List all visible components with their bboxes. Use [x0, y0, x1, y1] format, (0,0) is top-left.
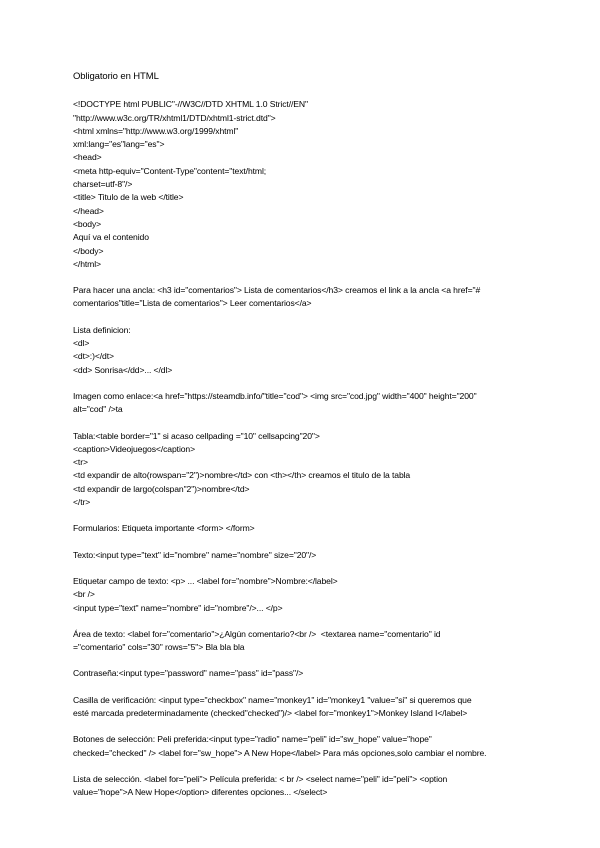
section-lista-definicion — [73, 324, 543, 377]
section-doctype — [73, 98, 543, 271]
text-line: Contraseña:<input type="password" name="pass" id="pass"/> — [73, 668, 304, 679]
text-line: <dt>:)</dt> — [73, 351, 114, 362]
section-imagen-enlace — [73, 390, 543, 417]
text-line: <dd> Sonrisa</dd>... </dl> — [73, 364, 173, 375]
text-line: Lista definicion: — [73, 324, 131, 335]
text-line: checked="checked" /> <label for="sw_hope"> A New Hope</label> Para más opciones,solo cambiar el nombre. — [73, 747, 487, 758]
section-formularios — [73, 522, 543, 535]
text-line: <dl> — [73, 338, 90, 349]
section-tabla — [73, 430, 543, 510]
text-line: charset=utf-8"/> — [73, 179, 133, 190]
text-line: </body> — [73, 245, 104, 256]
text-line: value="hope">A New Hope</option> diferentes opciones... </select> — [73, 787, 328, 798]
text-line: xml:lang="es"lang="es"> — [73, 139, 165, 150]
section-texto — [73, 549, 543, 562]
text-line: <meta http-equiv="Content-Type"content="text/html; — [73, 165, 267, 176]
document-title: Obligatorio en HTML — [73, 71, 159, 82]
text-line: </tr> — [73, 497, 91, 508]
text-line: <br /> — [73, 589, 95, 600]
text-line: comentarios"title="Lista de comentarios"> Leer comentarios</a> — [73, 298, 312, 309]
text-line: Casilla de verificación: <input type="checkbox" name="monkey1" id="monkey1 "value="si" si queremos que — [73, 694, 472, 705]
text-line: ="comentario" cols="30" rows="5"> Bla bla bla — [73, 642, 245, 653]
text-line: <caption>Videojuegos</caption> — [73, 443, 196, 454]
text-line: <title> Titulo de la web </title> — [73, 192, 184, 203]
text-line: <td expandir de largo(colspan"2")>nombre</td> — [73, 483, 250, 494]
document-page — [73, 70, 543, 812]
text-line: <html xmlns="http://www.w3.org/1999/xhtml" — [73, 125, 239, 136]
section-area-texto — [73, 628, 543, 655]
text-line: Para hacer una ancla: <h3 id="comentarios"> Lista de comentarios</h3> creamos el link a la ancla <a href="# — [73, 285, 481, 296]
section-lista-seleccion — [73, 773, 543, 800]
text-line: Aquí va el contenido — [73, 232, 149, 243]
text-line: <td expandir de alto(rowspan="2")>nombre</td> con <th></th> creamos el titulo de la tabla — [73, 470, 411, 481]
text-line: <head> — [73, 152, 102, 163]
text-line: Imagen como enlace:<a href="https://steamdb.info/"title="cod"> <img src="cod.jpg" width="400" height="200" — [73, 390, 477, 401]
text-line: Lista de selección. <label for="peli"> Película preferida: < br /> <select name="peli" id="peli"> <option — [73, 773, 448, 784]
text-line: Etiquetar campo de texto: <p> ... <label for="nombre">Nombre:</label> — [73, 575, 338, 586]
section-botones-seleccion — [73, 733, 543, 760]
text-line: <tr> — [73, 457, 88, 468]
text-line: </html> — [73, 258, 101, 269]
text-line: Tabla:<table border="1" si acaso cellpading ="10" cellsapcing"20"> — [73, 430, 320, 441]
text-line: alt="cod" />ta — [73, 404, 123, 415]
section-casilla — [73, 694, 543, 721]
text-line: Formularios: Etiqueta importante <form> </form> — [73, 523, 255, 534]
document-body — [73, 98, 543, 799]
text-line: esté marcada predeterminadamente (checked"checked")/> <label for="monkey1">Monkey Island I</label> — [73, 707, 468, 718]
text-line: Área de texto: <label for="comentario">¿Algún comentario?<br /> <textarea name="comentario" id — [73, 628, 441, 639]
text-line: Texto:<input type="text" id="nombre" name="nombre" size="20"/> — [73, 549, 317, 560]
section-ancla — [73, 284, 543, 311]
section-etiquetar — [73, 575, 543, 615]
section-contrasena — [73, 667, 543, 680]
text-line: "http://www.w3c.org/TR/xhtml1/DTD/xhtml1-strict.dtd"> — [73, 112, 276, 123]
text-line: </head> — [73, 205, 104, 216]
text-line: Botones de selección: Peli preferida:<input type="radio" name="peli" id="sw_hope" value="hope" — [73, 734, 432, 745]
text-line: <body> — [73, 218, 102, 229]
text-line: <!DOCTYPE html PUBLIC"-//W3C//DTD XHTML 1.0 Strict//EN" — [73, 99, 308, 110]
text-line: <input type="text" name="nombre" id="nombre"/>... </p> — [73, 602, 283, 613]
